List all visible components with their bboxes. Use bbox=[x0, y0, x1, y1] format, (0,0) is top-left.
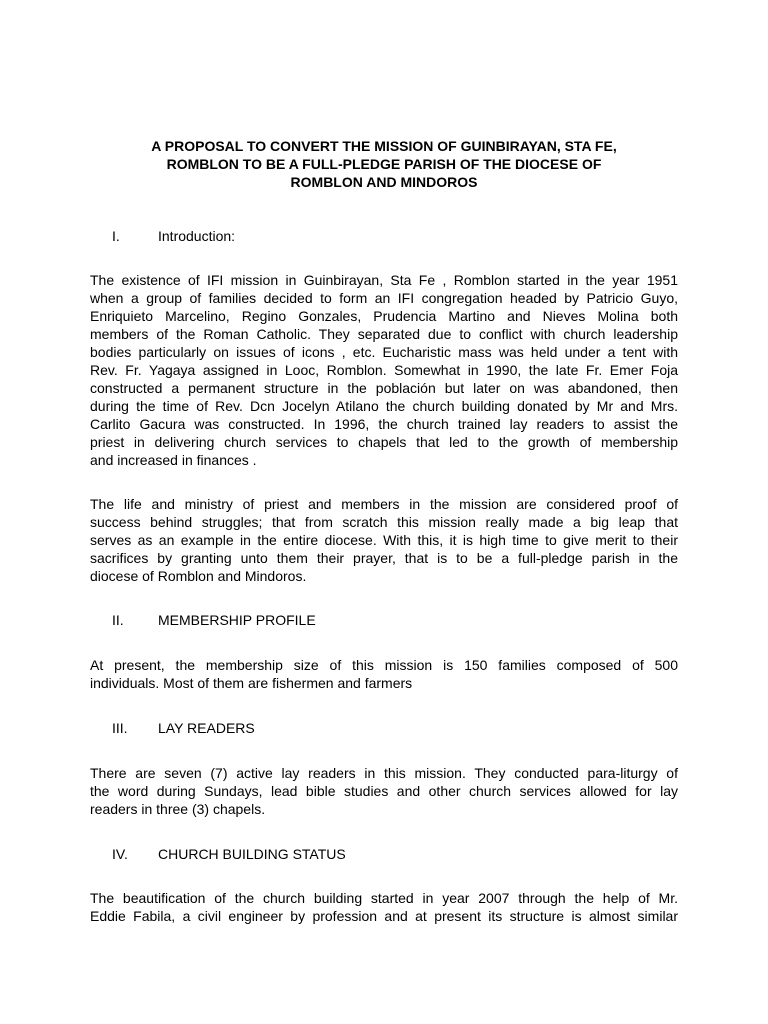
paragraph-line: during the time of Rev. Dcn Jocelyn Atilano the church building donated by Mr and Mrs. bbox=[90, 398, 678, 414]
paragraph-line: individuals. Most of them are fishermen and farmers bbox=[90, 675, 413, 691]
paragraph-line: The life and ministry of priest and members in the mission are considered proof of bbox=[90, 496, 678, 512]
section-heading-lay-readers bbox=[112, 719, 255, 737]
paragraph-line: Enriquieto Marcelino, Regino Gonzales, Prudencia Martino and Nieves Molina both bbox=[90, 308, 678, 324]
paragraph-line: Rev. Fr. Yagaya assigned in Looc, Romblon. Somewhat in 1990, the late Fr. Emer Foja bbox=[90, 362, 678, 378]
section-heading-text: MEMBERSHIP PROFILE bbox=[158, 612, 316, 628]
lay-readers-paragraph bbox=[90, 764, 678, 818]
paragraph-line: members of the Roman Catholic. They separated due to conflict with church leadership bbox=[90, 326, 678, 342]
paragraph-line: At present, the membership size of this mission is 150 families composed of 500 bbox=[90, 657, 678, 673]
document-title bbox=[90, 137, 678, 191]
section-number: II. bbox=[112, 612, 124, 628]
title-line: ROMBLON TO BE A FULL-PLEDGE PARISH OF THE DIOCESE OF bbox=[166, 156, 602, 172]
introduction-paragraph-1 bbox=[90, 271, 678, 469]
title-line: ROMBLON AND MINDOROS bbox=[290, 174, 478, 190]
section-heading-introduction bbox=[112, 227, 235, 245]
paragraph-line: constructed a permanent structure in the población but later on was abandoned, then bbox=[90, 380, 678, 396]
paragraph-line: serves as an example in the entire diocese. With this, it is high time to give merit to their bbox=[90, 532, 678, 548]
paragraph-line: priest in delivering church services to chapels that led to the growth of membership bbox=[90, 434, 678, 450]
paragraph-line: The beautification of the church building started in year 2007 through the help of Mr. bbox=[90, 890, 678, 906]
section-number: IV. bbox=[112, 846, 128, 862]
section-heading-church-building-status bbox=[112, 845, 346, 863]
paragraph-line: readers in three (3) chapels. bbox=[90, 801, 266, 817]
section-number: I. bbox=[112, 228, 120, 244]
paragraph-line: Carlito Gacura was constructed. In 1996, the church trained lay readers to assist the bbox=[90, 416, 678, 432]
paragraph-line: sacrifices by granting unto them their prayer, that is to be a full-pledge parish in the bbox=[90, 550, 678, 566]
paragraph-line: The existence of IFI mission in Guinbirayan, Sta Fe , Romblon started in the year 1951 bbox=[90, 272, 678, 288]
paragraph-line: diocese of Romblon and Mindoros. bbox=[90, 568, 307, 584]
section-heading-text: Introduction: bbox=[158, 228, 236, 244]
paragraph-line: Eddie Fabila, a civil engineer by profession and at present its structure is almost similar bbox=[90, 908, 678, 924]
paragraph-line: when a group of families decided to form an IFI congregation headed by Patricio Guyo, bbox=[90, 290, 678, 306]
membership-paragraph bbox=[90, 656, 678, 692]
introduction-paragraph-2 bbox=[90, 495, 678, 585]
title-line: A PROPOSAL TO CONVERT THE MISSION OF GUINBIRAYAN, STA FE, bbox=[151, 138, 617, 154]
paragraph-line: and increased in finances . bbox=[90, 452, 257, 468]
paragraph-line: There are seven (7) active lay readers in this mission. They conducted para-liturgy of bbox=[90, 765, 678, 781]
paragraph-line: the word during Sundays, lead bible studies and other church services allowed for lay bbox=[90, 783, 678, 799]
section-heading-membership-profile bbox=[112, 611, 316, 629]
paragraph-line: bodies particularly on issues of icons , etc. Eucharistic mass was held under a tent with bbox=[90, 344, 678, 360]
section-heading-text: CHURCH BUILDING STATUS bbox=[158, 846, 346, 862]
section-number: III. bbox=[112, 720, 128, 736]
church-building-paragraph bbox=[90, 889, 678, 925]
section-heading-text: LAY READERS bbox=[158, 720, 255, 736]
paragraph-line: success behind struggles; that from scratch this mission really made a big leap that bbox=[90, 514, 678, 530]
